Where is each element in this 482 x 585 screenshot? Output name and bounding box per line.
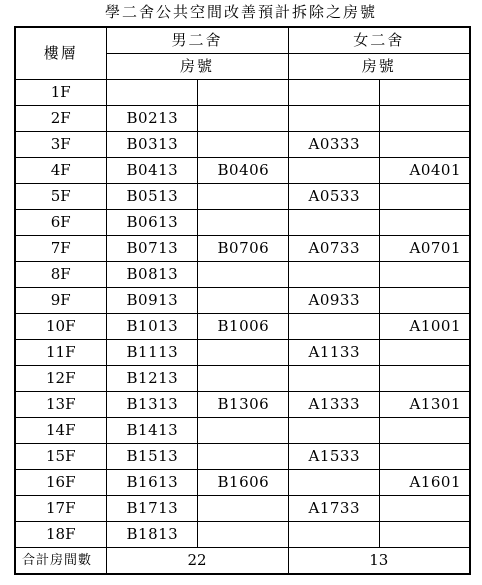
table-row [15, 314, 470, 340]
male-room-cell-2: B1606 [197, 470, 288, 496]
male-room-cell: B1613 [106, 470, 197, 496]
floor-cell: 2F [15, 106, 106, 132]
female-room-cell-2 [379, 288, 470, 314]
male-room-cell-2 [197, 444, 288, 470]
female-room-cell: A1333 [288, 392, 379, 418]
male-room-cell-2: B0406 [197, 158, 288, 184]
male-room-cell-2 [197, 184, 288, 210]
female-room-cell-2 [379, 132, 470, 158]
floor-cell: 3F [15, 132, 106, 158]
table-row [15, 366, 470, 392]
male-total: 22 [106, 548, 288, 575]
floor-cell: 13F [15, 392, 106, 418]
floor-cell: 9F [15, 288, 106, 314]
female-room-cell [288, 158, 379, 184]
male-room-cell: B1213 [106, 366, 197, 392]
table-row [15, 340, 470, 366]
female-room-cell-2 [379, 80, 470, 106]
male-room-cell: B1413 [106, 418, 197, 444]
female-room-cell: A1133 [288, 340, 379, 366]
female-room-cell: A0933 [288, 288, 379, 314]
female-room-cell-2 [379, 184, 470, 210]
male-room-cell: B1813 [106, 522, 197, 548]
female-room-cell-2: A0701 [379, 236, 470, 262]
table-row [15, 132, 470, 158]
female-room-cell [288, 366, 379, 392]
male-room-header: 房號 [106, 54, 288, 80]
female-room-cell: A0333 [288, 132, 379, 158]
floor-cell: 16F [15, 470, 106, 496]
female-room-header: 房號 [288, 54, 470, 80]
table-row [15, 470, 470, 496]
floor-cell: 4F [15, 158, 106, 184]
male-room-cell-2 [197, 366, 288, 392]
room-table-body [15, 27, 470, 574]
floor-cell: 1F [15, 80, 106, 106]
floor-cell: 7F [15, 236, 106, 262]
female-dorm-header: 女二舍 [288, 27, 470, 54]
female-room-cell [288, 522, 379, 548]
male-room-cell-2 [197, 106, 288, 132]
female-room-cell [288, 210, 379, 236]
female-room-cell-2 [379, 496, 470, 522]
female-room-cell-2 [379, 210, 470, 236]
male-room-cell: B0413 [106, 158, 197, 184]
female-room-cell [288, 470, 379, 496]
male-room-cell: B0513 [106, 184, 197, 210]
table-row [15, 444, 470, 470]
table-row [15, 496, 470, 522]
male-room-cell: B1013 [106, 314, 197, 340]
female-room-cell-2 [379, 340, 470, 366]
male-room-cell: B1713 [106, 496, 197, 522]
table-row [15, 184, 470, 210]
floor-cell: 18F [15, 522, 106, 548]
male-room-cell-2 [197, 132, 288, 158]
table-row [15, 288, 470, 314]
male-room-cell-2 [197, 340, 288, 366]
male-room-cell-2 [197, 418, 288, 444]
female-room-cell-2 [379, 522, 470, 548]
female-room-cell [288, 106, 379, 132]
female-room-cell-2: A1001 [379, 314, 470, 340]
male-room-cell-2: B1006 [197, 314, 288, 340]
table-row [15, 106, 470, 132]
male-room-cell: B0613 [106, 210, 197, 236]
header-row-dorms [15, 27, 470, 54]
male-dorm-header: 男二舍 [106, 27, 288, 54]
female-total: 13 [288, 548, 470, 575]
table-row [15, 262, 470, 288]
floor-cell: 10F [15, 314, 106, 340]
female-room-cell: A1733 [288, 496, 379, 522]
table-row [15, 418, 470, 444]
floor-cell: 6F [15, 210, 106, 236]
male-room-cell: B0713 [106, 236, 197, 262]
male-room-cell [106, 80, 197, 106]
male-room-cell: B0913 [106, 288, 197, 314]
female-room-cell: A1533 [288, 444, 379, 470]
female-room-cell [288, 262, 379, 288]
floor-cell: 8F [15, 262, 106, 288]
female-room-cell [288, 314, 379, 340]
male-room-cell: B1113 [106, 340, 197, 366]
floor-cell: 11F [15, 340, 106, 366]
room-table [14, 26, 471, 575]
table-row [15, 522, 470, 548]
floor-header: 樓層 [15, 27, 106, 80]
male-room-cell-2: B0706 [197, 236, 288, 262]
female-room-cell-2 [379, 366, 470, 392]
male-room-cell-2 [197, 496, 288, 522]
floor-cell: 15F [15, 444, 106, 470]
male-room-cell: B0813 [106, 262, 197, 288]
table-row [15, 80, 470, 106]
female-room-cell-2: A0401 [379, 158, 470, 184]
floor-cell: 14F [15, 418, 106, 444]
female-room-cell-2: A1301 [379, 392, 470, 418]
page-title: 學二舍公共空間改善預計拆除之房號 [104, 3, 377, 21]
male-room-cell-2 [197, 80, 288, 106]
male-room-cell-2 [197, 288, 288, 314]
male-room-cell-2 [197, 522, 288, 548]
table-row [15, 210, 470, 236]
female-room-cell [288, 418, 379, 444]
male-room-cell-2 [197, 210, 288, 236]
male-room-cell: B1513 [106, 444, 197, 470]
floor-cell: 17F [15, 496, 106, 522]
floor-cell: 5F [15, 184, 106, 210]
table-row [15, 392, 470, 418]
female-room-cell-2: A1601 [379, 470, 470, 496]
table-row [15, 236, 470, 262]
floor-cell: 12F [15, 366, 106, 392]
female-room-cell-2 [379, 418, 470, 444]
male-room-cell: B0213 [106, 106, 197, 132]
table-row [15, 158, 470, 184]
female-room-cell-2 [379, 106, 470, 132]
totals-row [15, 548, 470, 575]
male-room-cell-2 [197, 262, 288, 288]
male-room-cell-2: B1306 [197, 392, 288, 418]
female-room-cell-2 [379, 262, 470, 288]
female-room-cell [288, 80, 379, 106]
male-room-cell: B1313 [106, 392, 197, 418]
female-room-cell: A0533 [288, 184, 379, 210]
female-room-cell-2 [379, 444, 470, 470]
totals-label: 合計房間數 [15, 548, 106, 575]
male-room-cell: B0313 [106, 132, 197, 158]
female-room-cell: A0733 [288, 236, 379, 262]
